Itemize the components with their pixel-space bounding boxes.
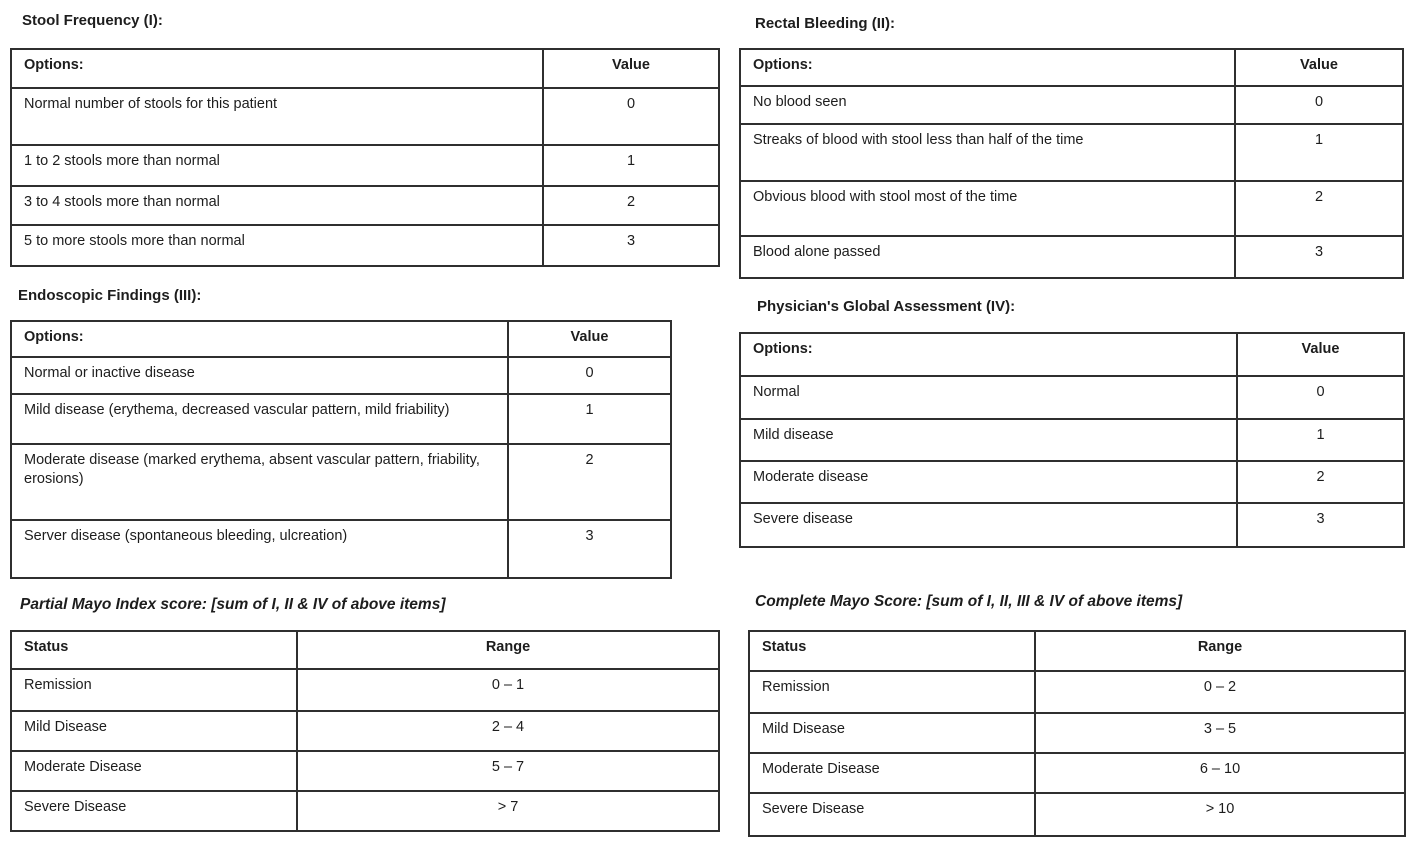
table-row xyxy=(11,145,719,186)
status-cell: Remission xyxy=(11,669,297,711)
table-row xyxy=(11,186,719,225)
range-cell: 3 – 5 xyxy=(1035,713,1405,753)
endoscopic-findings-table xyxy=(10,320,672,579)
value-header: Value xyxy=(508,321,671,357)
table-row xyxy=(11,394,671,444)
section-title-endoscopic-findings: Endoscopic Findings (III): xyxy=(18,287,202,304)
partial-mayo-score-table xyxy=(10,630,720,832)
option-cell: Severe disease xyxy=(740,503,1237,547)
complete-mayo-score-table xyxy=(748,630,1406,837)
value-cell: 3 xyxy=(543,225,719,266)
table-row xyxy=(11,357,671,394)
option-cell: 1 to 2 stools more than normal xyxy=(11,145,543,186)
table-row xyxy=(749,713,1405,753)
range-header: Range xyxy=(1035,631,1405,671)
table-row xyxy=(11,520,671,578)
section-title-stool-frequency: Stool Frequency (I): xyxy=(22,12,163,29)
range-header: Range xyxy=(297,631,719,669)
status-cell: Moderate Disease xyxy=(11,751,297,791)
value-cell: 2 xyxy=(1235,181,1403,236)
table-row xyxy=(11,751,719,791)
option-cell: 3 to 4 stools more than normal xyxy=(11,186,543,225)
table-row xyxy=(740,124,1403,181)
table-row xyxy=(11,791,719,831)
option-cell: Mild disease xyxy=(740,419,1237,461)
options-header: Options: xyxy=(740,333,1237,376)
table-row xyxy=(740,461,1404,503)
stool-frequency-table xyxy=(10,48,720,267)
range-cell: > 7 xyxy=(297,791,719,831)
table-header-row xyxy=(11,321,671,357)
value-cell: 0 xyxy=(543,88,719,145)
table-row xyxy=(749,793,1405,836)
table-row xyxy=(740,181,1403,236)
table-header-row xyxy=(740,49,1403,86)
status-cell: Severe Disease xyxy=(11,791,297,831)
value-cell: 3 xyxy=(1237,503,1404,547)
table-row xyxy=(749,753,1405,793)
section-title-physicians-global-assessment: Physician's Global Assessment (IV): xyxy=(757,298,1016,315)
section-title-complete-mayo-score: Complete Mayo Score: [sum of I, II, III & IV of above items] xyxy=(755,593,1183,610)
value-cell: 0 xyxy=(1235,86,1403,124)
option-cell: Normal or inactive disease xyxy=(11,357,508,394)
value-cell: 2 xyxy=(543,186,719,225)
table-row xyxy=(749,671,1405,713)
range-cell: > 10 xyxy=(1035,793,1405,836)
status-cell: Mild Disease xyxy=(749,713,1035,753)
status-cell: Moderate Disease xyxy=(749,753,1035,793)
table-row xyxy=(11,669,719,711)
table-row xyxy=(11,225,719,266)
status-cell: Severe Disease xyxy=(749,793,1035,836)
table-header-row xyxy=(740,333,1404,376)
status-header: Status xyxy=(749,631,1035,671)
range-cell: 0 – 2 xyxy=(1035,671,1405,713)
option-cell: Moderate disease xyxy=(740,461,1237,503)
option-cell: 5 to more stools more than normal xyxy=(11,225,543,266)
options-header: Options: xyxy=(11,321,508,357)
table-row xyxy=(740,86,1403,124)
value-cell: 1 xyxy=(1237,419,1404,461)
table-header-row xyxy=(749,631,1405,671)
value-cell: 3 xyxy=(508,520,671,578)
range-cell: 0 – 1 xyxy=(297,669,719,711)
value-header: Value xyxy=(1235,49,1403,86)
physicians-global-assessment-table xyxy=(739,332,1405,548)
table-row xyxy=(11,444,671,520)
table-header-row xyxy=(11,631,719,669)
table-row xyxy=(740,376,1404,419)
value-cell: 0 xyxy=(1237,376,1404,419)
table-row xyxy=(740,419,1404,461)
table-row xyxy=(740,236,1403,278)
value-header: Value xyxy=(1237,333,1404,376)
option-cell: Obvious blood with stool most of the time xyxy=(740,181,1235,236)
status-cell: Remission xyxy=(749,671,1035,713)
range-cell: 5 – 7 xyxy=(297,751,719,791)
rectal-bleeding-table xyxy=(739,48,1404,279)
value-cell: 1 xyxy=(1235,124,1403,181)
table-row xyxy=(11,88,719,145)
value-cell: 1 xyxy=(543,145,719,186)
value-cell: 0 xyxy=(508,357,671,394)
range-cell: 2 – 4 xyxy=(297,711,719,751)
value-cell: 1 xyxy=(508,394,671,444)
option-cell: No blood seen xyxy=(740,86,1235,124)
section-title-partial-mayo-score: Partial Mayo Index score: [sum of I, II & IV of above items] xyxy=(20,596,446,613)
value-cell: 2 xyxy=(508,444,671,520)
table-header-row xyxy=(11,49,719,88)
options-header: Options: xyxy=(11,49,543,88)
value-header: Value xyxy=(543,49,719,88)
options-header: Options: xyxy=(740,49,1235,86)
range-cell: 6 – 10 xyxy=(1035,753,1405,793)
option-cell: Moderate disease (marked erythema, absent vascular pattern, friability, erosions) xyxy=(11,444,508,520)
table-row xyxy=(740,503,1404,547)
option-cell: Streaks of blood with stool less than half of the time xyxy=(740,124,1235,181)
value-cell: 2 xyxy=(1237,461,1404,503)
option-cell: Normal xyxy=(740,376,1237,419)
value-cell: 3 xyxy=(1235,236,1403,278)
option-cell: Blood alone passed xyxy=(740,236,1235,278)
table-row xyxy=(11,711,719,751)
option-cell: Server disease (spontaneous bleeding, ulcreation) xyxy=(11,520,508,578)
option-cell: Mild disease (erythema, decreased vascular pattern, mild friability) xyxy=(11,394,508,444)
section-title-rectal-bleeding: Rectal Bleeding (II): xyxy=(755,15,896,32)
status-cell: Mild Disease xyxy=(11,711,297,751)
option-cell: Normal number of stools for this patient xyxy=(11,88,543,145)
status-header: Status xyxy=(11,631,297,669)
